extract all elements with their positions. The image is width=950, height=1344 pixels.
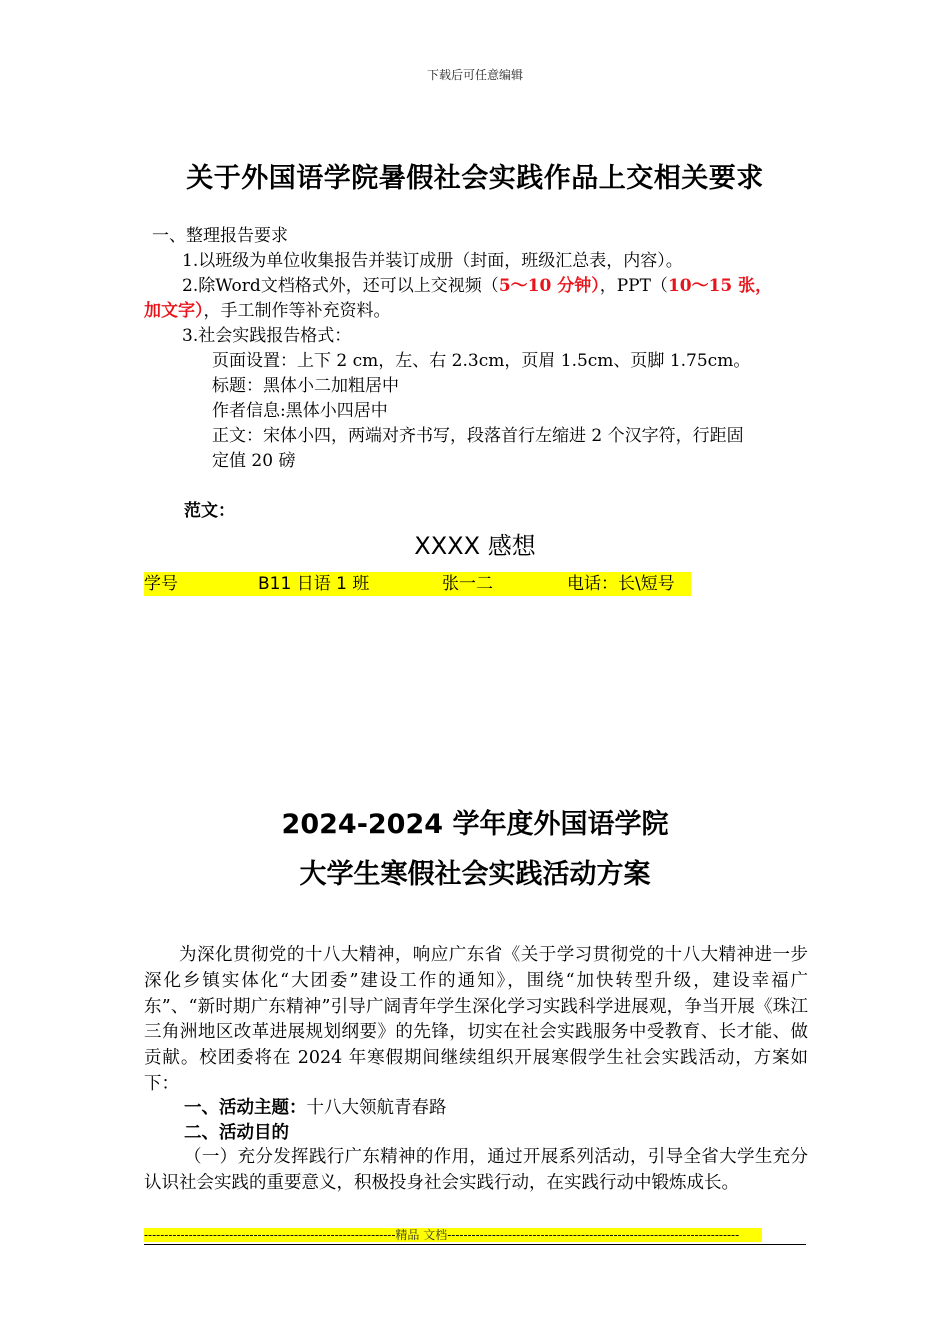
footer-right-dashes: ------------------------------------------------------------------------ bbox=[447, 1228, 740, 1242]
sample-label: 范文： bbox=[184, 501, 235, 521]
footer-banner bbox=[144, 1228, 762, 1242]
footer-label: 精品 文档 bbox=[395, 1228, 448, 1242]
video-length-highlight: 5～10 分钟） bbox=[498, 276, 600, 296]
activity-theme-value: 十八大领航青春路 bbox=[306, 1098, 447, 1118]
requirement-item-2-cont bbox=[144, 299, 391, 324]
ppt-count-highlight: 10～15 张， bbox=[667, 276, 773, 296]
requirement-item-2-text-a: 2.除 bbox=[182, 276, 216, 296]
sample-author-info bbox=[144, 572, 691, 596]
footer-rule bbox=[144, 1244, 806, 1245]
requirement-item-2 bbox=[182, 274, 772, 299]
requirement-item-2-text-c: ，PPT（ bbox=[599, 276, 668, 296]
requirements-heading: 一、整理报告要求 bbox=[152, 226, 288, 246]
class-name: B11 日语 1 班 bbox=[258, 574, 370, 594]
footer-left-dashes: -------------------------------------------------------------- bbox=[144, 1228, 396, 1242]
sample-title: XXXX 感想 bbox=[414, 532, 536, 560]
requirement-item-3: 3.社会实践报告格式： bbox=[182, 326, 352, 346]
requirement-item-2-text-d: ，手工制作等补充资料。 bbox=[203, 301, 391, 321]
ppt-text-highlight: 加文字） bbox=[144, 301, 204, 321]
student-id-label: 学号 bbox=[144, 574, 178, 594]
plan-title-line1: 2024-2024 学年度外国语学院 bbox=[281, 809, 669, 840]
activity-theme-label: 一、活动主题： bbox=[184, 1098, 307, 1118]
phone-label: 电话：长\短号 bbox=[567, 574, 675, 594]
activity-theme bbox=[184, 1096, 447, 1121]
format-author: 作者信息:黑体小四居中 bbox=[212, 401, 388, 421]
requirement-item-2-word: Word bbox=[215, 276, 261, 296]
requirement-item-2-text-b: 文档格式外，还可以上交视频（ bbox=[260, 276, 499, 296]
plan-title-line2: 大学生寒假社会实践活动方案 bbox=[299, 859, 651, 890]
activity-purpose-heading: 二、活动目的 bbox=[184, 1123, 289, 1143]
requirement-item-1: 1.以班级为单位收集报告并装订成册（封面，班级汇总表，内容）。 bbox=[182, 251, 683, 271]
plan-intro-paragraph: 为深化贯彻党的十八大精神，响应广东省《关于学习贯彻党的十八大精神进一步深化乡镇实体化“大团委”建设工作的通知》，围绕“加快转型升级，建设幸福广东”、“新时期广东精神”引导广阔青年学生深化学习实践科学进展观，争当开展《珠江三角洲地区改革进展规划纲要》的先锋，切实在社会实践服务中受教育、长才能、做贡献。校团委将在 2024 年寒假期间继续组织开展寒假学生社会实践活动，方案如下： bbox=[144, 945, 808, 1094]
format-body-line2: 定值 20 磅 bbox=[212, 451, 296, 471]
format-title: 标题：黑体小二加粗居中 bbox=[212, 376, 399, 396]
activity-purpose-item-1: （一）充分发挥践行广东精神的作用，通过开展系列活动，引导全省大学生充分认识社会实践的重要意义，积极投身社会实践行动，在实践行动中锻炼成长。 bbox=[144, 1147, 808, 1193]
student-name: 张一二 bbox=[442, 574, 493, 594]
format-page-setup: 页面设置：上下 2 cm，左、右 2.3cm，页眉 1.5cm、页脚 1.75cm。 bbox=[212, 351, 751, 371]
format-body-line1: 正文：宋体小四，两端对齐书写，段落首行左缩进 2 个汉字符，行距固 bbox=[212, 426, 744, 446]
page-header-note: 下载后可任意编辑 bbox=[426, 68, 523, 82]
page-title: 关于外国语学院暑假社会实践作品上交相关要求 bbox=[186, 163, 764, 194]
